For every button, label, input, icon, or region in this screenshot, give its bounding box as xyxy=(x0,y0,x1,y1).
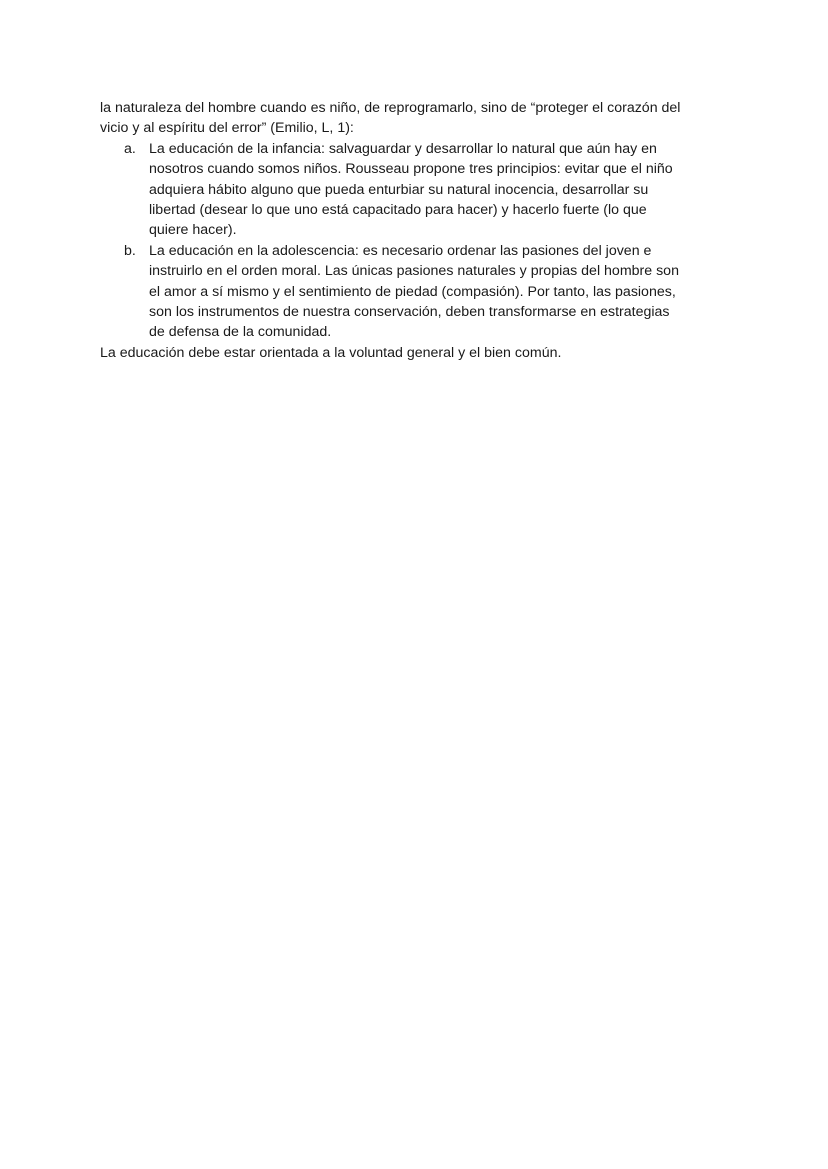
text-line: La educación de la infancia: salvaguardar y desarrollar lo natural que aún hay en xyxy=(149,140,657,157)
text-line: La educación en la adolescencia: es necesario ordenar las pasiones del joven e xyxy=(149,242,652,259)
text-line: quiere hacer). xyxy=(149,222,237,239)
list-item-b xyxy=(100,241,730,343)
text-line: vicio y al espíritu del error” (Emilio, L, 1): xyxy=(100,120,354,137)
text-line: la naturaleza del hombre cuando es niño, de reprogramarlo, sino de “proteger el corazón del xyxy=(100,100,681,116)
lettered-list xyxy=(100,139,730,343)
document-body xyxy=(100,98,730,363)
list-marker: a. xyxy=(124,140,136,157)
text-line: instruirlo en el orden moral. Las únicas pasiones naturales y propias del hombre son xyxy=(149,263,679,280)
intro-paragraph xyxy=(100,98,730,139)
list-marker: b. xyxy=(124,242,136,259)
text-line: de defensa de la comunidad. xyxy=(149,324,332,341)
text-line: adquiera hábito alguno que pueda enturbiar su natural inocencia, desarrollar su xyxy=(149,181,649,198)
list-item-a xyxy=(100,139,730,241)
text-line: el amor a sí mismo y el sentimiento de piedad (compasión). Por tanto, las pasiones, xyxy=(149,283,676,300)
text-line: libertad (desear lo que uno está capacitado para hacer) y hacerlo fuerte (lo que xyxy=(149,202,647,219)
closing-paragraph: La educación debe estar orientada a la voluntad general y el bien común. xyxy=(100,344,562,361)
text-line: nosotros cuando somos niños. Rousseau propone tres principios: evitar que el niño xyxy=(149,161,673,178)
text-line: son los instrumentos de nuestra conservación, deben transformarse en estrategias xyxy=(149,304,670,321)
